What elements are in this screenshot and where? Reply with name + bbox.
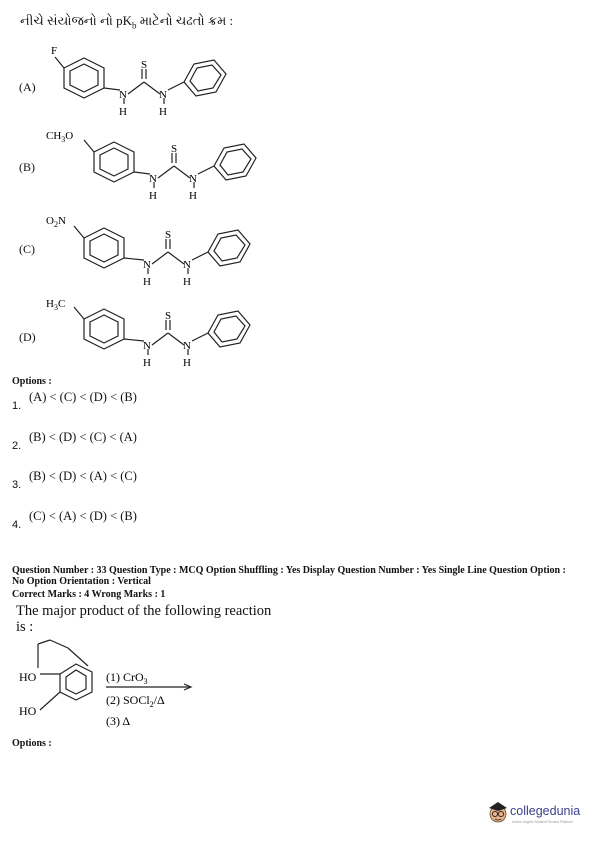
atom-n: N bbox=[143, 340, 151, 352]
atom-s: S bbox=[165, 310, 172, 322]
compound-b-label: (B) bbox=[19, 160, 35, 174]
atom-n: N bbox=[183, 259, 191, 271]
atom-h: H bbox=[183, 276, 191, 288]
prompt-suffix: માટેનો ચઢતો ક્રમ : bbox=[136, 13, 234, 28]
compound-d-label: (D) bbox=[19, 330, 36, 344]
prompt-prefix: નીચે સંયોજનો નો bbox=[20, 13, 117, 28]
reagent-3: (3) Δ bbox=[106, 714, 131, 728]
atom-n: N bbox=[119, 89, 127, 101]
question-33-prompt-line-1: The major product of the following reaction bbox=[16, 603, 272, 619]
meta-line-2: No Option Orientation : Vertical bbox=[12, 576, 151, 587]
marks-line: Correct Marks : 4 Wrong Marks : 1 bbox=[12, 589, 166, 600]
substituent-b: $CH_3O$ bbox=[46, 130, 74, 144]
atom-n: N bbox=[189, 173, 197, 185]
meta-line-1: Question Number : 33 Question Type : MCQ Option Shuffling : Yes Display Question Number : Yes Single Line Question Option : bbox=[12, 565, 566, 576]
atom-h: H bbox=[189, 190, 197, 202]
substituent-d: $H_3C$ bbox=[46, 298, 66, 312]
option-3-text[interactable]: (B) < (D) < (A) < (C) bbox=[29, 469, 137, 483]
substituent-c: $O_2N$ bbox=[46, 215, 66, 229]
compound-d-structure bbox=[40, 293, 270, 373]
option-2-number: 2. bbox=[12, 440, 22, 452]
atom-s: S bbox=[165, 229, 172, 241]
atom-s: S bbox=[171, 143, 178, 155]
atom-h: H bbox=[143, 276, 151, 288]
substituent-a: F bbox=[51, 45, 58, 57]
atom-h: H bbox=[119, 106, 127, 118]
compound-a-label: (A) bbox=[19, 80, 36, 94]
ho-top: HO bbox=[19, 670, 37, 684]
reagent-1: (1) CrO$_3$ bbox=[106, 670, 148, 686]
logo-tagline: India's largest Student Review Platform bbox=[512, 820, 573, 824]
logo-text: collegedunia bbox=[510, 804, 581, 818]
compound-c-label: (C) bbox=[19, 242, 35, 256]
compound-c-structure bbox=[40, 210, 270, 290]
atom-h: H bbox=[183, 357, 191, 369]
option-4-number: 4. bbox=[12, 519, 22, 531]
question-32-prompt bbox=[20, 13, 233, 31]
option-1-text[interactable]: (A) < (C) < (D) < (B) bbox=[29, 390, 137, 404]
atom-n: N bbox=[149, 173, 157, 185]
reagent-2: (2) SOCl$_2$/Δ bbox=[106, 693, 165, 709]
prompt-pk-sub: b bbox=[132, 20, 137, 31]
atom-n: N bbox=[143, 259, 151, 271]
atom-h: H bbox=[149, 190, 157, 202]
options-heading-33: Options : bbox=[12, 738, 52, 749]
reaction-scheme bbox=[10, 636, 220, 736]
question-33-prompt-line-2: is : bbox=[16, 619, 34, 635]
atom-s: S bbox=[141, 59, 148, 71]
options-heading: Options : bbox=[12, 376, 52, 387]
option-4-text[interactable]: (C) < (A) < (D) < (B) bbox=[29, 509, 137, 523]
prompt-pk: pK bbox=[116, 13, 133, 28]
ho-bottom: HO bbox=[19, 704, 37, 718]
compound-b-structure bbox=[40, 126, 270, 206]
option-3-number: 3. bbox=[12, 479, 22, 491]
atom-h: H bbox=[143, 357, 151, 369]
atom-n: N bbox=[183, 340, 191, 352]
option-1-number: 1. bbox=[12, 400, 22, 412]
question-33-meta bbox=[12, 565, 587, 587]
atom-h: H bbox=[159, 106, 167, 118]
logo-mascot-icon bbox=[486, 800, 510, 826]
option-2-text[interactable]: (B) < (D) < (C) < (A) bbox=[29, 430, 137, 444]
compound-a-structure bbox=[40, 40, 270, 120]
atom-n: N bbox=[159, 89, 167, 101]
collegedunia-logo bbox=[486, 800, 586, 828]
